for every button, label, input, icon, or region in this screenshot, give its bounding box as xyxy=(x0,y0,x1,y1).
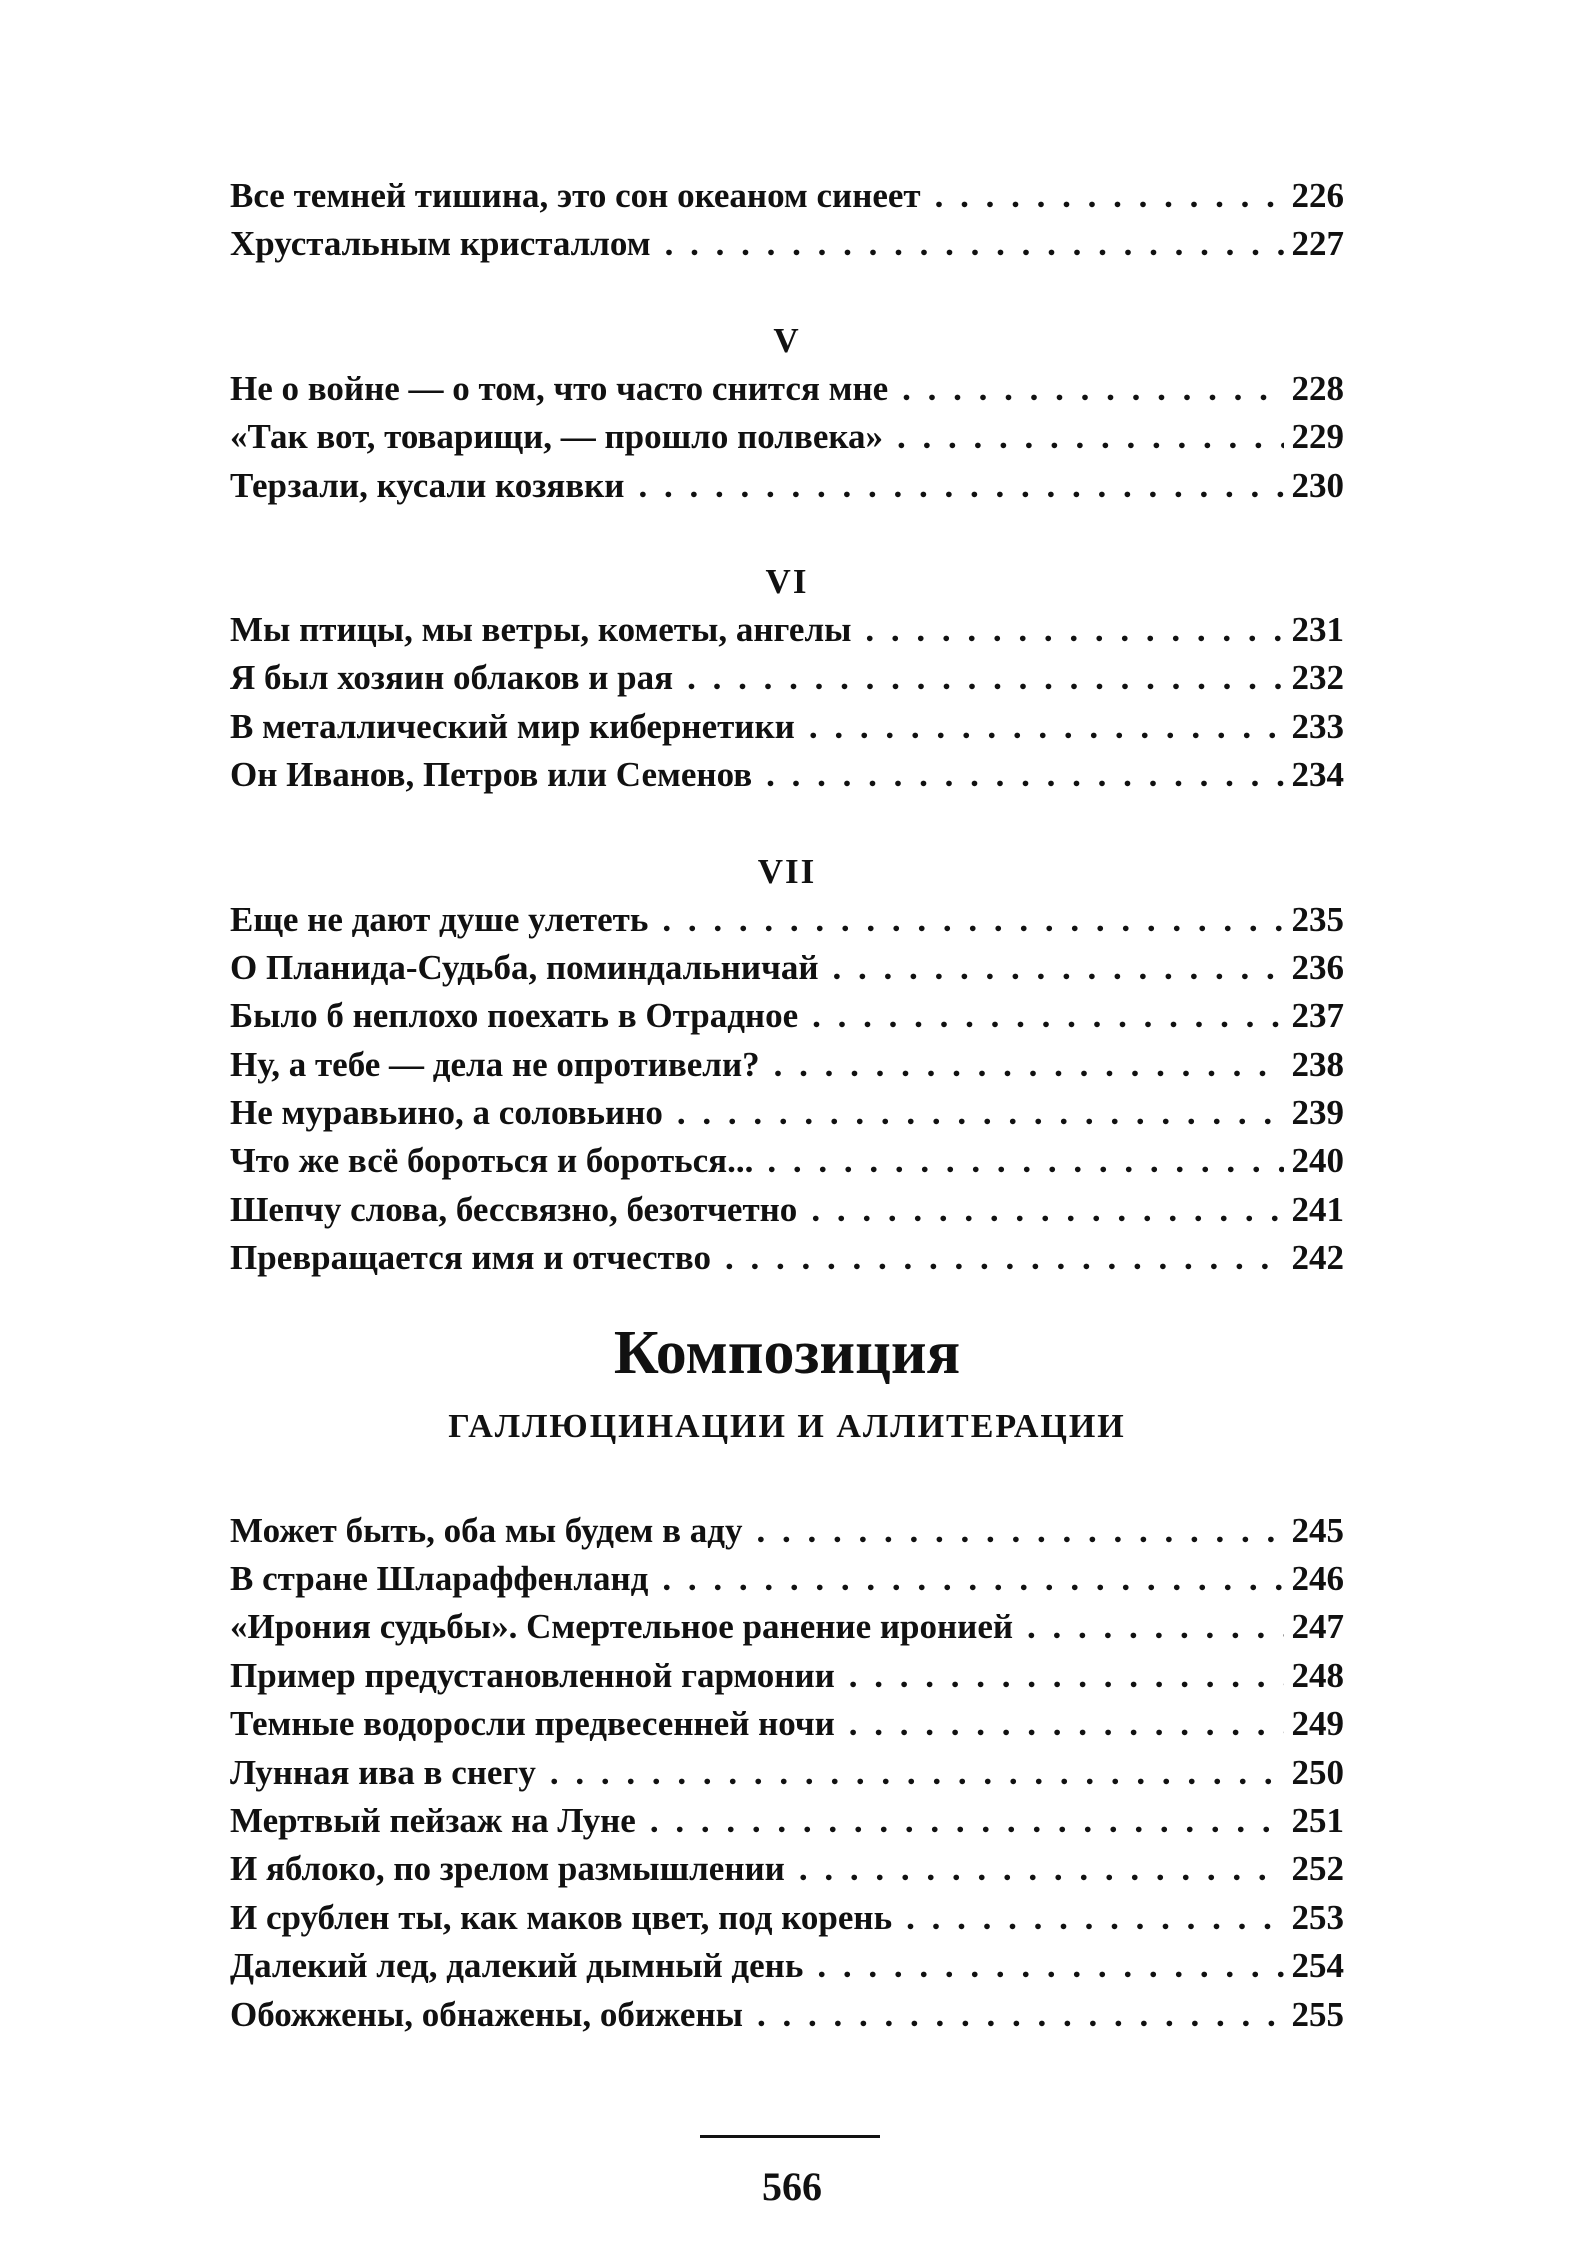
toc-entry xyxy=(230,1137,1344,1185)
dot-leader xyxy=(650,1797,1284,1845)
toc-entry xyxy=(230,751,1344,799)
toc-entry-page: 238 xyxy=(1291,1044,1344,1084)
dot-leader xyxy=(1027,1603,1283,1651)
toc-entry xyxy=(230,462,1344,510)
toc-entry-page: 251 xyxy=(1291,1800,1344,1840)
toc-entry-page: 239 xyxy=(1291,1093,1344,1133)
toc-entry-page: 227 xyxy=(1291,224,1344,264)
toc-entry-page: 246 xyxy=(1291,1559,1344,1599)
toc-entry xyxy=(230,1603,1344,1651)
table-of-contents xyxy=(230,172,1344,2039)
footer-divider xyxy=(700,2135,880,2138)
part-title: Композиция xyxy=(613,1318,961,1387)
dot-leader xyxy=(906,1894,1283,1942)
dot-leader xyxy=(833,944,1284,992)
toc-entry xyxy=(230,896,1344,944)
toc-entry-title: В стране Шлараффенланд xyxy=(230,1559,649,1599)
toc-entry-page: 245 xyxy=(1291,1510,1344,1550)
toc-entry xyxy=(230,1507,1344,1555)
dot-leader xyxy=(677,1089,1284,1137)
dot-leader xyxy=(550,1749,1284,1797)
toc-entry xyxy=(230,606,1344,654)
dot-leader xyxy=(766,751,1283,799)
toc-entry-page: 237 xyxy=(1291,996,1344,1036)
toc-entry xyxy=(230,1845,1344,1893)
dot-leader xyxy=(817,1942,1283,1990)
toc-entry-title: Темные водоросли предвесенней ночи xyxy=(230,1704,835,1744)
toc-entry-page: 242 xyxy=(1291,1238,1344,1278)
toc-entry-title: Что же всё бороться и бороться... xyxy=(230,1141,754,1181)
dot-leader xyxy=(849,1700,1284,1748)
toc-entry xyxy=(230,220,1344,268)
page-number: 566 xyxy=(762,2164,822,2209)
dot-leader xyxy=(897,413,1284,461)
toc-entry-title: И яблоко, по зрелом размышлении xyxy=(230,1849,785,1889)
toc-entry-page: 249 xyxy=(1291,1704,1344,1744)
toc-entry-page: 226 xyxy=(1291,176,1344,215)
dot-leader xyxy=(757,1991,1284,2039)
dot-leader xyxy=(935,172,1284,220)
toc-entry-title: Превращается имя и отчество xyxy=(230,1238,711,1278)
toc-entry-title: Терзали, кусали козявки xyxy=(230,465,625,505)
toc-entry xyxy=(230,1234,1344,1282)
toc-entry-page: 250 xyxy=(1291,1752,1344,1792)
section-heading: VII xyxy=(757,851,817,891)
dot-leader xyxy=(687,654,1283,702)
dot-leader xyxy=(799,1845,1284,1893)
toc-entry xyxy=(230,1089,1344,1137)
toc-entry-page: 254 xyxy=(1291,1946,1344,1986)
toc-entry-title: В металлический мир кибернетики xyxy=(230,706,795,746)
toc-entry-page: 248 xyxy=(1291,1655,1344,1695)
toc-entry-title: Лунная ива в снегу xyxy=(230,1752,536,1792)
toc-entry-page: 253 xyxy=(1291,1897,1344,1937)
dot-leader xyxy=(811,1186,1283,1234)
toc-section xyxy=(230,172,1344,269)
toc-section xyxy=(230,317,1344,510)
toc-entry-page: 230 xyxy=(1291,465,1344,505)
toc-section xyxy=(230,558,1344,800)
dot-leader xyxy=(662,1555,1283,1603)
toc-entry-page: 241 xyxy=(1291,1189,1344,1229)
toc-entry-page: 232 xyxy=(1291,658,1344,698)
toc-entry xyxy=(230,992,1344,1040)
toc-entry-page: 252 xyxy=(1291,1849,1344,1889)
toc-entry xyxy=(230,944,1344,992)
toc-entry-page: 228 xyxy=(1291,368,1344,408)
toc-entry-title: Было б неплохо поехать в Отрадное xyxy=(230,996,799,1036)
dot-leader xyxy=(665,220,1284,268)
toc-entry-title: Мы птицы, мы ветры, кометы, ангелы xyxy=(230,609,852,649)
dot-leader xyxy=(902,365,1283,413)
toc-entry-page: 235 xyxy=(1291,899,1344,939)
toc-entry xyxy=(230,1555,1344,1603)
toc-section xyxy=(230,1507,1344,2039)
toc-entry xyxy=(230,703,1344,751)
dot-leader xyxy=(767,1137,1283,1185)
toc-entry xyxy=(230,654,1344,702)
dot-leader xyxy=(849,1652,1284,1700)
toc-entry xyxy=(230,413,1344,461)
toc-entry xyxy=(230,1700,1344,1748)
toc-entry xyxy=(230,1652,1344,1700)
toc-entry xyxy=(230,1186,1344,1234)
dot-leader xyxy=(756,1507,1283,1555)
toc-entry-page: 229 xyxy=(1291,417,1344,457)
toc-entry xyxy=(230,1894,1344,1942)
toc-entry-page: 240 xyxy=(1291,1141,1344,1181)
toc-entry xyxy=(230,1991,1344,2039)
toc-entry xyxy=(230,1942,1344,1990)
toc-entry xyxy=(230,172,1344,220)
dot-leader xyxy=(662,896,1283,944)
toc-entry-title: «Ирония судьбы». Смертельное ранение иронией xyxy=(230,1607,1014,1647)
toc-entry-title: И срублен ты, как маков цвет, под корень xyxy=(230,1897,893,1937)
toc-entry-title: «Так вот, товарищи, — прошло полвека» xyxy=(230,417,883,457)
toc-entry-title: Все темней тишина, это сон океаном синеет xyxy=(230,176,921,215)
dot-leader xyxy=(865,606,1283,654)
toc-entry-page: 233 xyxy=(1291,706,1344,746)
toc-entry xyxy=(230,1041,1344,1089)
section-heading: VI xyxy=(765,561,809,601)
toc-entry-title: Далекий лед, далекий дымный день xyxy=(230,1946,804,1986)
toc-entry-title: Хрустальным кристаллом xyxy=(230,224,651,264)
toc-entry-page: 255 xyxy=(1291,1994,1344,2034)
toc-entry-title: Шепчу слова, бессвязно, безотчетно xyxy=(230,1189,798,1229)
part-subtitle: ГАЛЛЮЦИНАЦИИ И АЛЛИТЕРАЦИИ xyxy=(448,1407,1126,1445)
section-heading: V xyxy=(773,320,801,360)
dot-leader xyxy=(638,462,1283,510)
toc-entry xyxy=(230,1749,1344,1797)
dot-leader xyxy=(812,992,1283,1040)
toc-entry-title: Обожжены, обнажены, обижены xyxy=(230,1994,743,2034)
toc-entry-page: 231 xyxy=(1291,609,1344,649)
toc-entry xyxy=(230,365,1344,413)
toc-entry-title: Пример предустановленной гармонии xyxy=(230,1655,835,1695)
toc-entry-title: О Планида-Судьба, поминдальничай xyxy=(230,947,819,987)
toc-entry xyxy=(230,1797,1344,1845)
toc-entry-title: Я был хозяин облаков и рая xyxy=(230,658,674,698)
toc-entry-title: Не о войне — о том, что часто снится мне xyxy=(230,368,889,408)
dot-leader xyxy=(809,703,1284,751)
toc-entry-title: Мертвый пейзаж на Луне xyxy=(230,1800,636,1840)
toc-entry-page: 236 xyxy=(1291,947,1344,987)
toc-entry-title: Не муравьино, а соловьино xyxy=(230,1093,663,1133)
dot-leader xyxy=(774,1041,1284,1089)
toc-entry-title: Еще не дают душе улететь xyxy=(230,899,649,939)
dot-leader xyxy=(725,1234,1284,1282)
toc-entry-title: Он Иванов, Петров или Семенов xyxy=(230,755,753,795)
toc-entry-title: Ну, а тебе — дела не опротивели? xyxy=(230,1044,760,1084)
toc-entry-page: 247 xyxy=(1291,1607,1344,1647)
toc-entry-page: 234 xyxy=(1291,755,1344,795)
toc-section xyxy=(230,848,1344,1283)
toc-entry-title: Может быть, оба мы будем в аду xyxy=(230,1510,743,1550)
